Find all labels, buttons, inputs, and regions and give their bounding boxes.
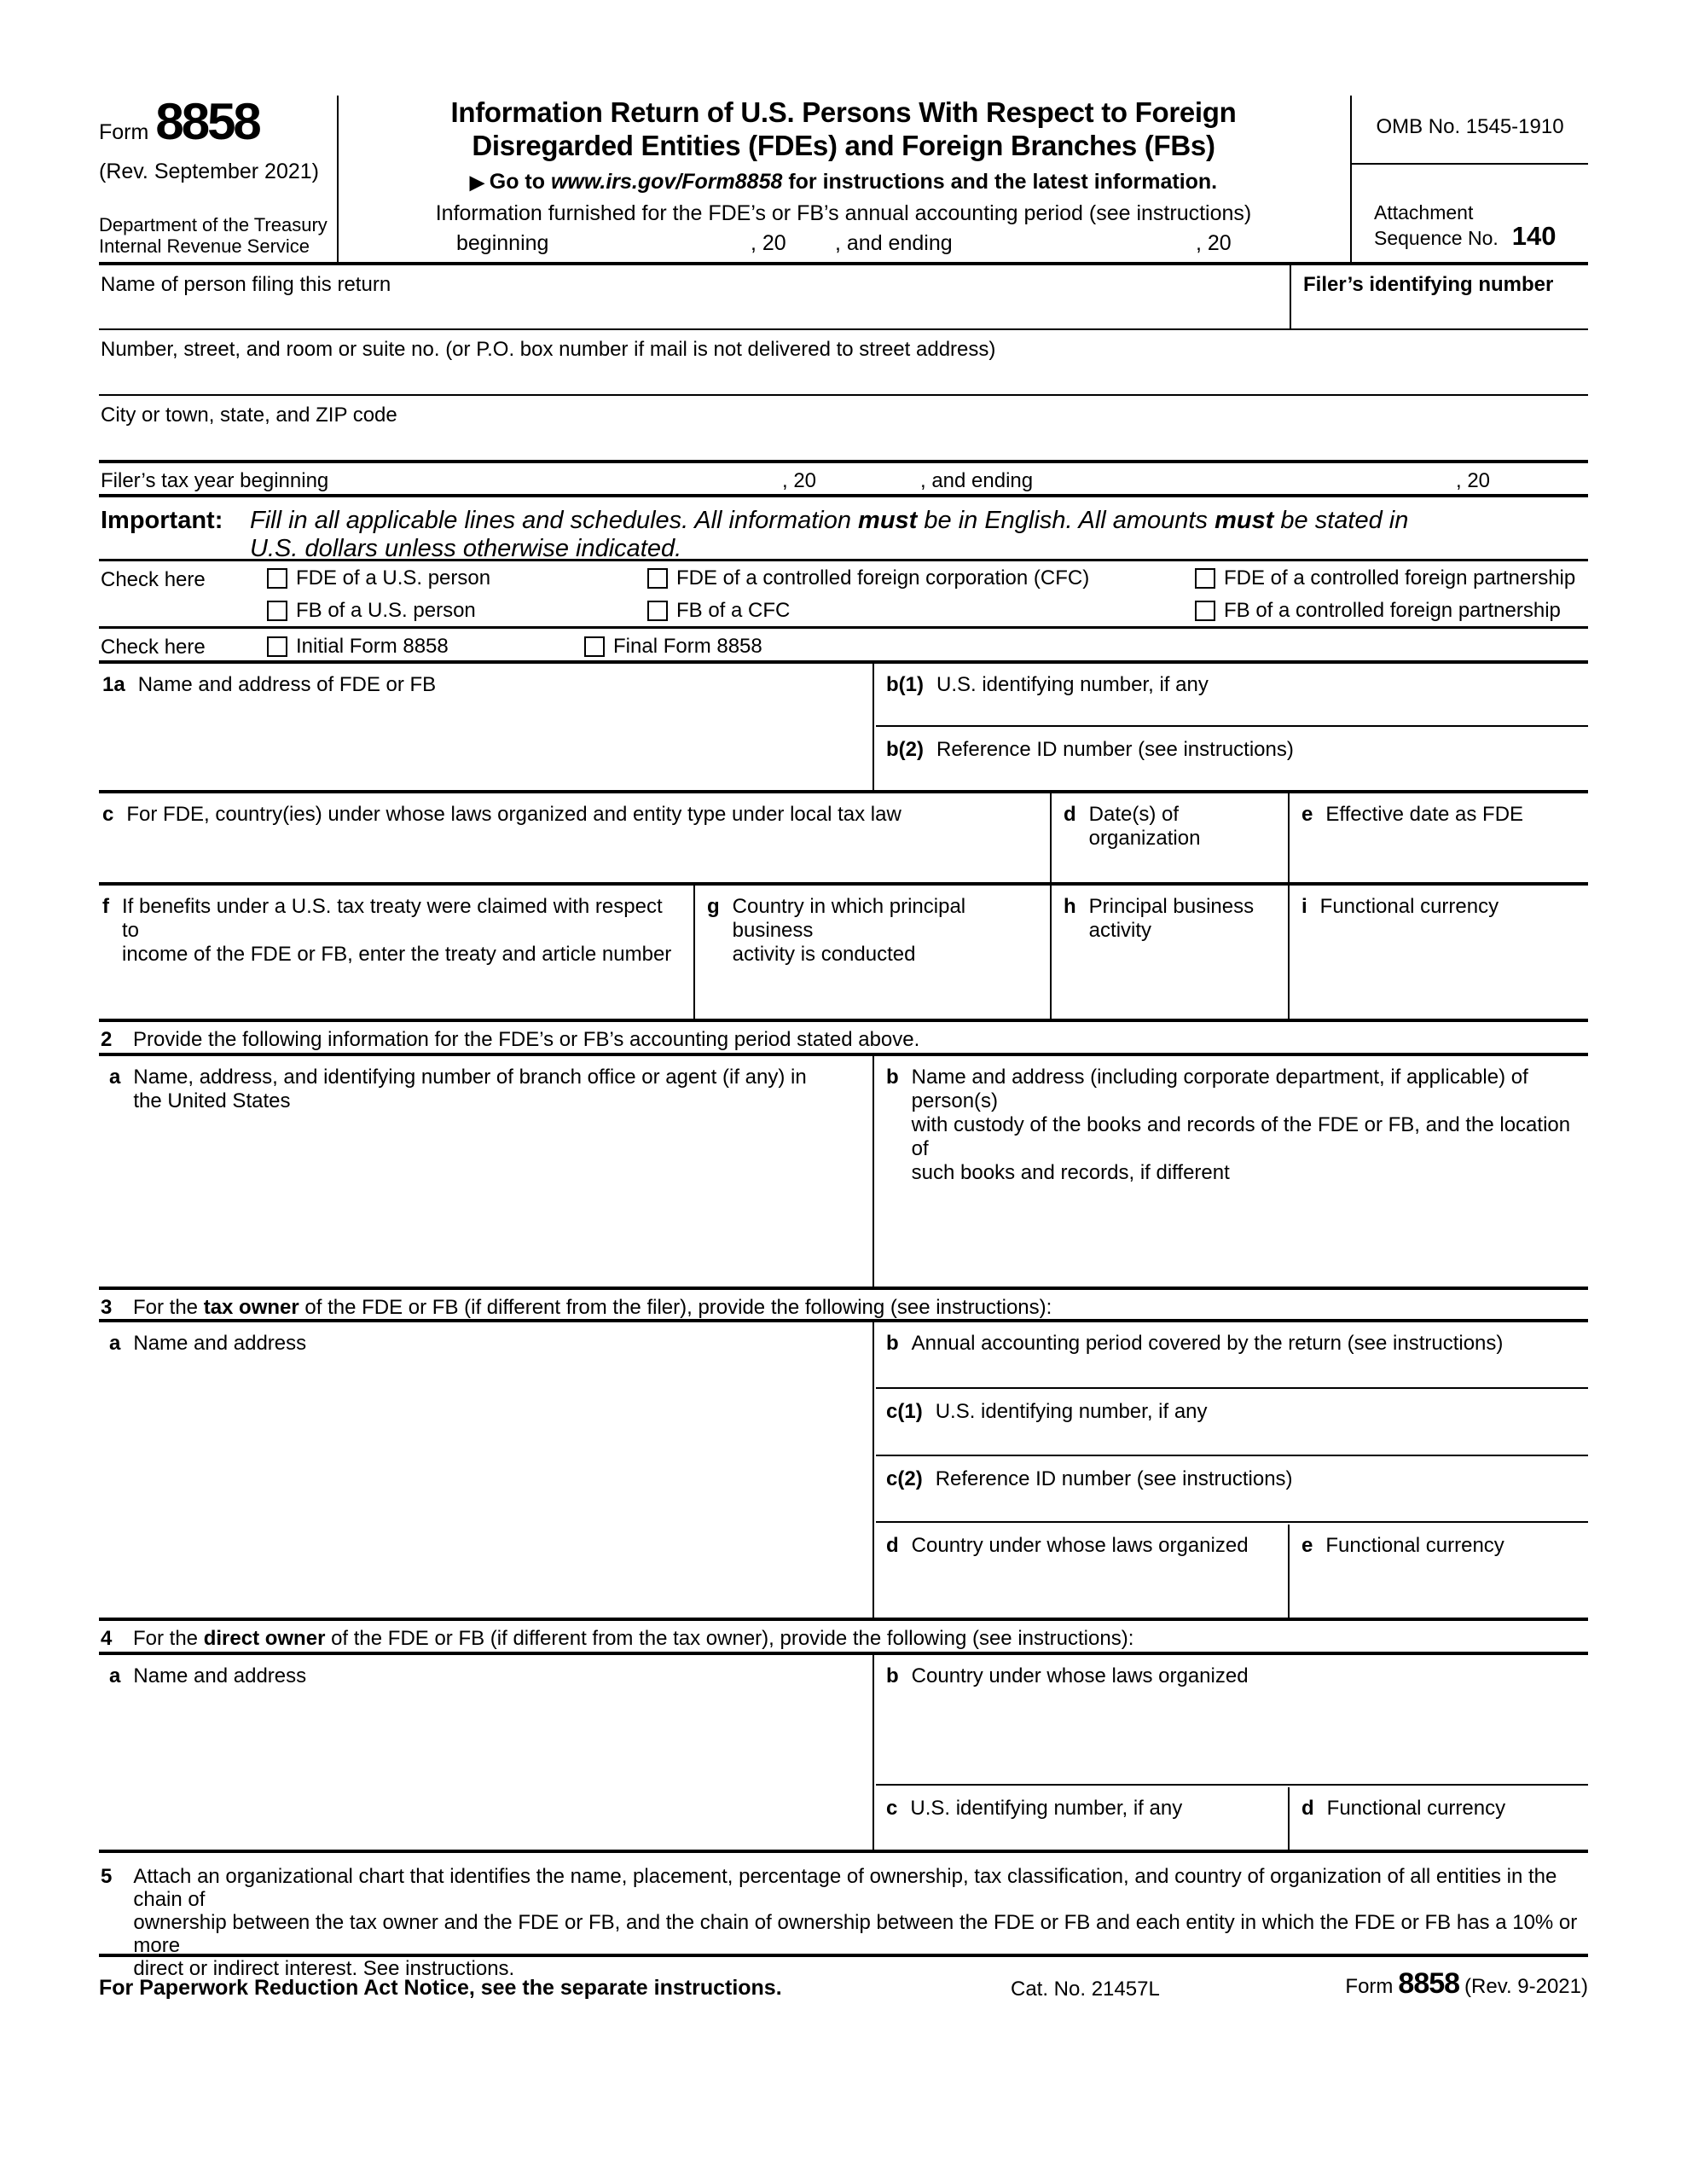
sequence-label: Sequence No. (1374, 227, 1499, 249)
line-2ab-block (99, 1056, 1588, 1290)
field-3e-functional-currency[interactable]: e Functional currency (1291, 1525, 1588, 1621)
line-5-block: 5 Attach an organizational chart that identifies the name, placement, percentage of ownership, tax classification, and country of organization of all entities in the chain of ownership between the tax owner and the FDE or FB, and the chain of ownership between the FDE or FB and each entity in which the FDE or FB has a 10% or more direct or indirect interest. See instructions. (99, 1853, 1588, 1957)
form-title-line-2: Disregarded Entities (FDEs) and Foreign Branches (FBs) (472, 130, 1215, 161)
checkbox-label: Initial Form 8858 (296, 635, 449, 658)
line-4-block (99, 1655, 1588, 1853)
attachment-sequence (1352, 165, 1588, 250)
filer-city-label: City or town, state, and ZIP code (101, 404, 397, 427)
field-label: Country under whose laws organized (911, 1664, 1249, 1687)
checkbox-fde-cfc[interactable] (647, 568, 668, 589)
checkbox-fde-us-person[interactable] (267, 568, 287, 589)
footer-form-word: Form (1345, 1975, 1394, 1998)
field-1h-principal-business-activity[interactable]: h Principal business activity (1053, 886, 1290, 1019)
checkbox-fb-us-person[interactable] (267, 601, 287, 621)
field-label: Name, address, and identifying number of branch office or agent (if any) in the United States (133, 1066, 807, 1112)
field-1d-dates-of-organization[interactable]: d Date(s) of organization (1053, 793, 1290, 882)
field-label: Name and address of FDE or FB (137, 673, 437, 696)
field-label: U.S. identifying number, if any (935, 1400, 1208, 1423)
field-label: Principal business activity (1088, 895, 1255, 942)
field-3c2-reference-id[interactable]: c(2) Reference ID number (see instructions) (876, 1458, 1588, 1523)
footer-form-number: 8858 (1398, 1967, 1460, 2000)
field-label: Country in which principal business activity is conducted (732, 895, 966, 966)
field-label: Annual accounting period covered by the return (see instructions) (911, 1332, 1504, 1355)
field-1a-name-address-fde[interactable]: 1a Name and address of FDE or FB (99, 664, 874, 790)
field-label: Reference ID number (see instructions) (935, 1467, 1293, 1490)
checkbox-label: FDE of a controlled foreign partnership (1224, 566, 1576, 590)
field-label: Name and address (133, 1664, 307, 1687)
field-label: Functional currency (1325, 1534, 1504, 1557)
field-3b-annual-accounting-period[interactable]: b Annual accounting period covered by the return (see instructions) (876, 1322, 1588, 1389)
line-5-text: Attach an organizational chart that identifies the name, placement, percentage of ownership, tax classification, and country of organization of all entities in the chain of ownership between the tax owner and the FDE or FB, and the chain of ownership between the FDE or FB and each entity in which the FDE or FB has a 10% or more direct or indirect interest. See instructions. (133, 1865, 1578, 1980)
line-2-heading: 2 Provide the following information for the FDE’s or FB’s accounting period stated above. (99, 1022, 1588, 1056)
line-1cde-block (99, 793, 1588, 886)
field-3c1-us-id-number[interactable]: c(1) U.S. identifying number, if any (876, 1391, 1588, 1456)
tax-year-begin-label: , 20 (782, 469, 817, 492)
field-label: If benefits under a U.S. tax treaty were claimed with respect to income of the FDE or FB, enter the treaty and article number (122, 895, 672, 966)
important-text (250, 507, 1408, 563)
period-ending-label: , and ending (835, 231, 953, 255)
field-4a-direct-owner-name-address[interactable]: a Name and address (99, 1655, 874, 1850)
check-item-fde-cfc (647, 566, 1089, 590)
checkbox-label: FB of a CFC (676, 599, 791, 622)
filer-tax-year-row[interactable] (99, 463, 1588, 497)
checkbox-fde-cfp[interactable] (1195, 568, 1215, 589)
checkbox-label: Final Form 8858 (613, 635, 762, 658)
filer-id-label: Filer’s identifying number (1303, 273, 1554, 296)
check-here-label: Check here (101, 568, 206, 591)
check-item-final-form (584, 635, 762, 659)
agency-block (99, 214, 337, 262)
field-2b-books-records-custodian[interactable]: b Name and address (including corporate department, if applicable) of person(s) with custody of the books and records of the FDE or FB, and the location of such books and records, if different (876, 1056, 1588, 1287)
check-item-fde-us-person (267, 566, 490, 590)
irs-url: www.irs.gov/Form8858 (550, 170, 783, 194)
field-label: Functional currency (1319, 895, 1499, 918)
important-label: Important: (101, 507, 223, 534)
filer-name-label: Name of person filing this return (101, 273, 391, 296)
form-id (99, 93, 337, 150)
footer-form-id (1345, 1967, 1588, 2007)
line-3-heading: 3 For the tax owner of the FDE or FB (if different from the filer), provide the following (see instructions): (99, 1290, 1588, 1322)
checkbox-label: FB of a controlled foreign partnership (1224, 599, 1561, 622)
tax-year-ending-label: , and ending (920, 469, 1034, 492)
checkbox-label: FDE of a U.S. person (296, 566, 491, 590)
field-label: Effective date as FDE (1325, 803, 1524, 826)
important-line-1: Fill in all applicable lines and schedules. All information must be in English. All amounts must be stated in (250, 507, 1409, 534)
field-label: U.S. identifying number, if any (910, 1797, 1183, 1820)
filer-street-row[interactable] (99, 330, 1588, 396)
period-begin-year-label: , 20 (751, 231, 786, 255)
check-item-initial-form (267, 635, 449, 659)
filer-name-row[interactable] (99, 265, 1588, 330)
filer-tax-year-label: Filer’s tax year beginning (101, 469, 329, 492)
tax-year-end-label: , 20 (1456, 469, 1491, 492)
field-label: Country under whose laws organized (911, 1534, 1249, 1557)
line-4-heading-text: For the direct owner of the FDE or FB (if different from the tax owner), provide the following (see instructions): (133, 1627, 1134, 1650)
check-item-fb-cfp (1195, 599, 1561, 623)
accounting-period-line (339, 231, 1348, 257)
field-label: Name and address (133, 1332, 307, 1355)
field-label: U.S. identifying number, if any (936, 673, 1209, 696)
line-1a-block (99, 664, 1588, 793)
checkbox-label: FDE of a controlled foreign corporation (CFC) (676, 566, 1090, 590)
form-header (99, 77, 1588, 265)
field-1e-effective-date-fde[interactable]: e Effective date as FDE (1291, 793, 1588, 882)
footer-form-revision: (Rev. 9-2021) (1464, 1975, 1588, 1998)
field-1i-functional-currency[interactable]: i Functional currency (1291, 886, 1588, 1019)
line-3-block (99, 1322, 1588, 1621)
field-1c-country-laws-organized[interactable]: c For FDE, country(ies) under whose laws organized and entity type under local tax law (99, 793, 1052, 882)
goto-instructions-line: ▶ Go to www.irs.gov/Form8858 for instructions and the latest information. (469, 170, 1218, 194)
field-3a-tax-owner-name-address[interactable]: a Name and address (99, 1322, 874, 1618)
line-2-heading-text: Provide the following information for the FDE’s or FB’s accounting period stated above. (133, 1028, 920, 1051)
line-3-heading-text: For the tax owner of the FDE or FB (if different from the filer), provide the following (see instructions): (133, 1296, 1052, 1319)
line-4-heading: 4 For the direct owner of the FDE or FB (if different from the tax owner), provide the following (see instructions): (99, 1621, 1588, 1655)
field-2a-branch-office-agent[interactable]: a Name, address, and identifying number of branch office or agent (if any) in the United States (99, 1056, 874, 1287)
field-4b-country-laws-organized[interactable]: b Country under whose laws organized (876, 1655, 1588, 1786)
field-4d-functional-currency[interactable]: d Functional currency (1291, 1787, 1588, 1853)
field-label: Name and address (including corporate department, if applicable) of person(s) with custody of the books and records of the FDE or FB, and the location of such books and records, if different (911, 1066, 1571, 1184)
check-item-fde-cfp (1195, 566, 1575, 590)
field-1g-country-business-conducted[interactable]: g Country in which principal business activity is conducted (697, 886, 1052, 1019)
attachment-label: Attachment (1374, 201, 1474, 224)
form-body (99, 0, 1588, 2184)
field-label: For FDE, country(ies) under whose laws organized and entity type under local tax law (126, 803, 901, 826)
field-b1-us-id-number[interactable]: b(1) U.S. identifying number, if any (876, 664, 1588, 727)
field-label: Date(s) of organization (1088, 803, 1201, 850)
form-identity-block (99, 77, 337, 262)
form-word: Form (99, 120, 149, 144)
arrow-icon: ▶ (469, 171, 484, 193)
field-4c-us-id-number[interactable]: c U.S. identifying number, if any (876, 1787, 1290, 1853)
checkbox-fb-cfp[interactable] (1195, 601, 1215, 621)
furnished-line: Information furnished for the FDE’s or FB’s annual accounting period (see instructions) (435, 201, 1252, 225)
checkbox-final-form-8858[interactable] (584, 636, 605, 657)
important-notice (99, 497, 1588, 561)
checkbox-fb-cfc[interactable] (647, 601, 668, 621)
paperwork-notice: For Paperwork Reduction Act Notice, see the separate instructions. (99, 1976, 782, 2000)
field-b2-reference-id[interactable]: b(2) Reference ID number (see instructions) (876, 729, 1588, 793)
form-title (339, 96, 1348, 162)
agency-line-1: Department of the Treasury (99, 214, 328, 235)
form-revision: (Rev. September 2021) (99, 160, 319, 183)
line-1fghi-block (99, 886, 1588, 1022)
period-end-year-label: , 20 (1196, 231, 1232, 255)
form-footer (99, 1967, 1588, 2010)
omb-number: OMB No. 1545-1910 (1352, 77, 1588, 165)
field-1f-tax-treaty[interactable]: f If benefits under a U.S. tax treaty were claimed with respect to income of the FDE or FB, enter the treaty and article number (99, 886, 695, 1019)
field-label: Reference ID number (see instructions) (936, 738, 1294, 761)
filer-id-divider (1290, 265, 1291, 328)
form-title-block (339, 77, 1348, 262)
form-number: 8858 (155, 93, 259, 150)
filer-street-label: Number, street, and room or suite no. (or P.O. box number if mail is not delivered to street address) (101, 338, 996, 361)
omb-block (1352, 77, 1588, 262)
entity-type-check-row (99, 561, 1588, 629)
agency-line-2: Internal Revenue Service (99, 235, 310, 257)
field-3d-country-laws-organized[interactable]: d Country under whose laws organized (876, 1525, 1290, 1621)
filer-city-row[interactable] (99, 396, 1588, 463)
important-line-2: U.S. dollars unless otherwise indicated. (250, 535, 682, 562)
catalog-number: Cat. No. 21457L (1011, 1978, 1160, 2001)
check-item-fb-us-person (267, 599, 476, 623)
sequence-number: 140 (1511, 221, 1557, 251)
field-label: Functional currency (1326, 1797, 1506, 1820)
check-item-fb-cfc (647, 599, 790, 623)
checkbox-initial-form-8858[interactable] (267, 636, 287, 657)
check-here-label: Check here (101, 636, 206, 659)
form-status-check-row (99, 629, 1588, 664)
period-beginning-label: beginning (456, 231, 549, 255)
checkbox-label: FB of a U.S. person (296, 599, 476, 622)
form-title-line-1: Information Return of U.S. Persons With Respect to Foreign (450, 96, 1237, 128)
